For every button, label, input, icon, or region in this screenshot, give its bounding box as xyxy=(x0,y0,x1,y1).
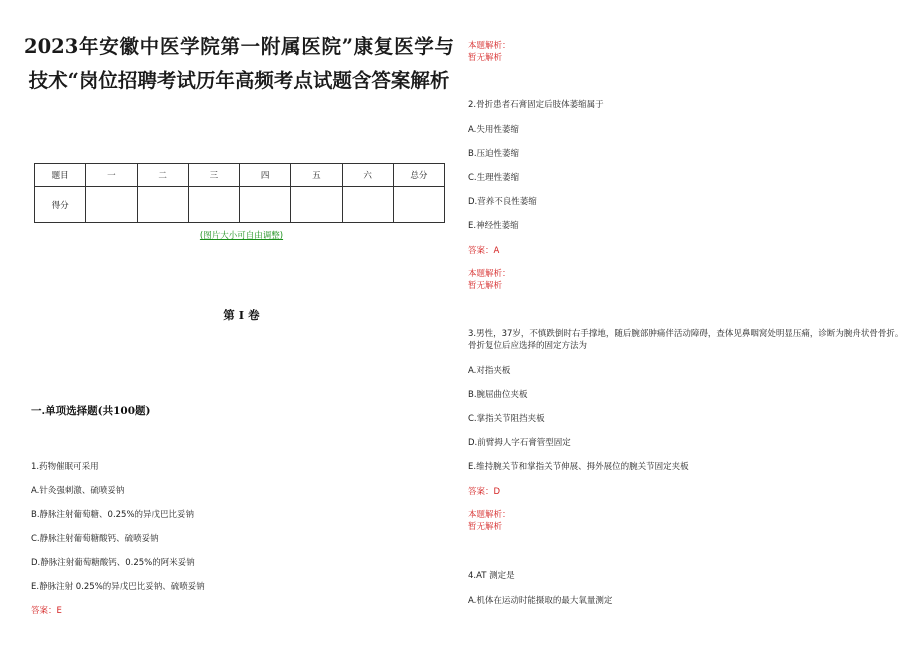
volume-heading: 第 I 卷 xyxy=(223,308,260,322)
question-1-option-c: C.静脉注射葡萄糖酸钙、硫喷妥钠 xyxy=(31,534,159,544)
score-table xyxy=(34,163,445,223)
section-title: 一.单项选择题(共100题) xyxy=(31,405,151,417)
question-3-stem: 3.男性，37岁，不慎跌倒时右手撑地，随后腕部肿痛伴活动障碍，查体见鼻咽窝处明显压痛，诊断为腕舟状骨骨折。骨折复位后应选择的固定方法为 xyxy=(468,329,904,351)
right-column xyxy=(460,0,920,651)
question-2-stem: 2.骨折患者石膏固定后肢体萎缩属于 xyxy=(468,100,604,110)
question-2-answer: 答案：A xyxy=(468,246,500,256)
question-1-option-b: B.静脉注射葡萄糖、0.25%的异戊巴比妥钠 xyxy=(31,510,195,520)
question-3-option-a: A.对指夹板 xyxy=(468,366,511,376)
score-cell xyxy=(342,187,393,223)
question-1-stem: 1.药物催眠可采用 xyxy=(31,462,99,472)
question-2-option-c: C.生理性萎缩 xyxy=(468,173,520,183)
question-3-option-c: C.掌指关节阻挡夹板 xyxy=(468,414,545,424)
score-row-label: 得分 xyxy=(35,187,86,223)
question-2-option-a: A.失用性萎缩 xyxy=(468,125,519,135)
question-3-option-e: E.维持腕关节和掌指关节伸展、拇外展位的腕关节固定夹板 xyxy=(468,462,689,472)
score-table-header-row xyxy=(35,164,445,187)
question-1-option-d: D.静脉注射葡萄糖酸钙、0.25%的阿米妥钠 xyxy=(31,558,195,568)
question-1-option-a: A.针灸强刺激、硫喷妥钠 xyxy=(31,486,125,496)
score-table-header-cell: 六 xyxy=(342,164,393,187)
question-2-option-e: E.神经性萎缩 xyxy=(468,221,519,231)
question-2-option-d: D.营养不良性萎缩 xyxy=(468,197,537,207)
score-cell xyxy=(393,187,444,223)
resize-note xyxy=(0,229,483,241)
score-table-header-cell: 五 xyxy=(291,164,342,187)
resize-note-text: (图片大小可自由调整) xyxy=(199,231,284,241)
score-cell xyxy=(137,187,188,223)
score-table-header-cell: 题目 xyxy=(35,164,86,187)
score-table-score-row xyxy=(35,187,445,223)
question-3-analysis-label: 本题解析： xyxy=(468,510,511,520)
question-3-option-b: B.腕屈曲位夹板 xyxy=(468,390,528,400)
question-4-option-a: A.机体在运动时能摄取的最大氧量测定 xyxy=(468,596,613,606)
document-title: 2023年安徽中医学院第一附属医院”康复医学与技术“岗位招聘考试历年高频考点试题含答案解析 xyxy=(24,35,454,92)
question-1-answer: 答案：E xyxy=(31,606,62,616)
question-3-analysis-text: 暂无解析 xyxy=(468,522,503,532)
question-3-option-d: D.前臂拇人字石膏管型固定 xyxy=(468,438,571,448)
score-cell xyxy=(291,187,342,223)
score-table-header-cell: 四 xyxy=(240,164,291,187)
score-table-header-cell: 总分 xyxy=(393,164,444,187)
question-4-stem: 4.AT 测定是 xyxy=(468,571,515,581)
score-cell xyxy=(240,187,291,223)
question-2-option-b: B.压迫性萎缩 xyxy=(468,149,520,159)
question-2-analysis-label: 本题解析： xyxy=(468,269,511,279)
score-cell xyxy=(86,187,137,223)
analysis-label: 本题解析： xyxy=(468,41,511,51)
score-cell xyxy=(188,187,239,223)
analysis-text: 暂无解析 xyxy=(468,53,503,63)
score-table-header-cell: 一 xyxy=(86,164,137,187)
question-3-answer: 答案：D xyxy=(468,487,501,497)
question-1-option-e: E.静脉注射 0.25%的异戊巴比妥钠、硫喷妥钠 xyxy=(31,582,205,592)
score-table-header-cell: 二 xyxy=(137,164,188,187)
question-2-analysis-text: 暂无解析 xyxy=(468,281,503,291)
score-table-header-cell: 三 xyxy=(188,164,239,187)
